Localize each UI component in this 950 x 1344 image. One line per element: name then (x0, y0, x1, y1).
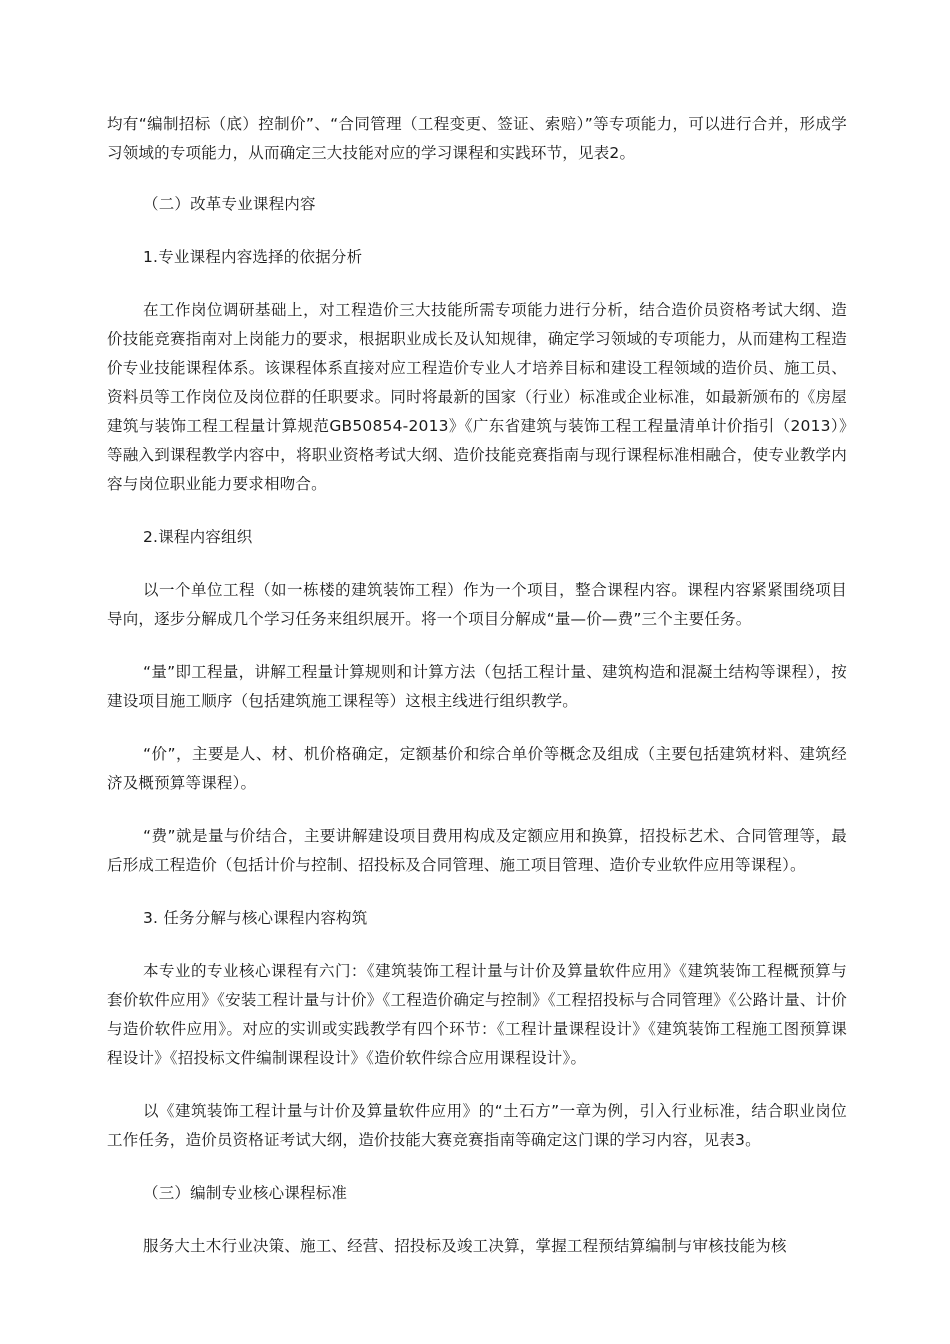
paragraph-merge-abilities: 均有“编制招标（底）控制价”、“合同管理（工程变更、签证、索赔）”等专项能力，可以进行合并，形成学习领域的专项能力，从而确定三大技能对应的学习课程和实践环节，见表2。 (107, 115, 847, 162)
paragraph-content-organization: 以一个单位工程（如一栋楼的建筑装饰工程）作为一个项目，整合课程内容。课程内容紧紧围绕项目导向，逐步分解成几个学习任务来组织展开。将一个项目分解成“量—价—费”三个主要任务。 (107, 581, 847, 628)
subheading-content-organization: 2.课程内容组织 (143, 528, 253, 546)
paragraph-price: “价”，主要是人、材、机价格确定，定额基价和综合单价等概念及组成（主要包括建筑材料、建筑经济及概预算等课程）。 (107, 745, 847, 792)
section-heading-course-standard: （三）编制专业核心课程标准 (143, 1184, 348, 1202)
paragraph-service-scope: 服务大土木行业决策、施工、经营、招投标及竣工决算，掌握工程预结算编制与审核技能为核 (143, 1237, 787, 1255)
document-page (107, 110, 847, 1261)
paragraph-quantity: “量”即工程量，讲解工程量计算规则和计算方法（包括工程计量、建筑构造和混凝土结构等课程），按建设项目施工顺序（包括建筑施工课程等）这根主线进行组织教学。 (107, 663, 847, 710)
paragraph-earthwork-example: 以《建筑装饰工程计量与计价及算量软件应用》的“土石方”一章为例，引入行业标准，结合职业岗位工作任务，造价员资格证考试大纲，造价技能大赛竞赛指南等确定这门课的学习内容，见表3。 (107, 1102, 847, 1149)
paragraph-selection-basis: 在工作岗位调研基础上，对工程造价三大技能所需专项能力进行分析，结合造价员资格考试大纲、造价技能竞赛指南对上岗能力的要求，根据职业成长及认知规律，确定学习领域的专项能力，从而建构工程造价专业技能课程体系。该课程体系直接对应工程造价专业人才培养目标和建设工程领域的造价员、施工员、资料员等工作岗位及岗位群的任职要求。同时将最新的国家（行业）标准或企业标准，如最新颁布的《房屋建筑与装饰工程工程量计算规范GB50854-2013》《广东省建筑与装饰工程工程量清单计价指引（2013）》等融入到课程教学内容中，将职业资格考试大纲、造价技能竞赛指南与现行课程标准相融合，使专业教学内容与岗位职业能力要求相吻合。 (107, 301, 847, 493)
subheading-task-decomposition: 3. 任务分解与核心课程内容构筑 (143, 909, 368, 927)
subheading-selection-basis: 1.专业课程内容选择的依据分析 (143, 248, 363, 266)
paragraph-core-courses: 本专业的专业核心课程有六门：《建筑装饰工程计量与计价及算量软件应用》《建筑装饰工程概预算与套价软件应用》《安装工程计量与计价》《工程造价确定与控制》《工程招投标与合同管理》《公路计量、计价与造价软件应用》。对应的实训或实践教学有四个环节：《工程计量课程设计》《建筑装饰工程施工图预算课程设计》《招投标文件编制课程设计》《造价软件综合应用课程设计》。 (107, 962, 847, 1067)
paragraph-fee: “费”就是量与价结合，主要讲解建设项目费用构成及定额应用和换算，招投标艺术、合同管理等，最后形成工程造价（包括计价与控制、招投标及合同管理、施工项目管理、造价专业软件应用等课程）。 (107, 827, 847, 874)
section-heading-reform-content: （二）改革专业课程内容 (143, 195, 316, 213)
